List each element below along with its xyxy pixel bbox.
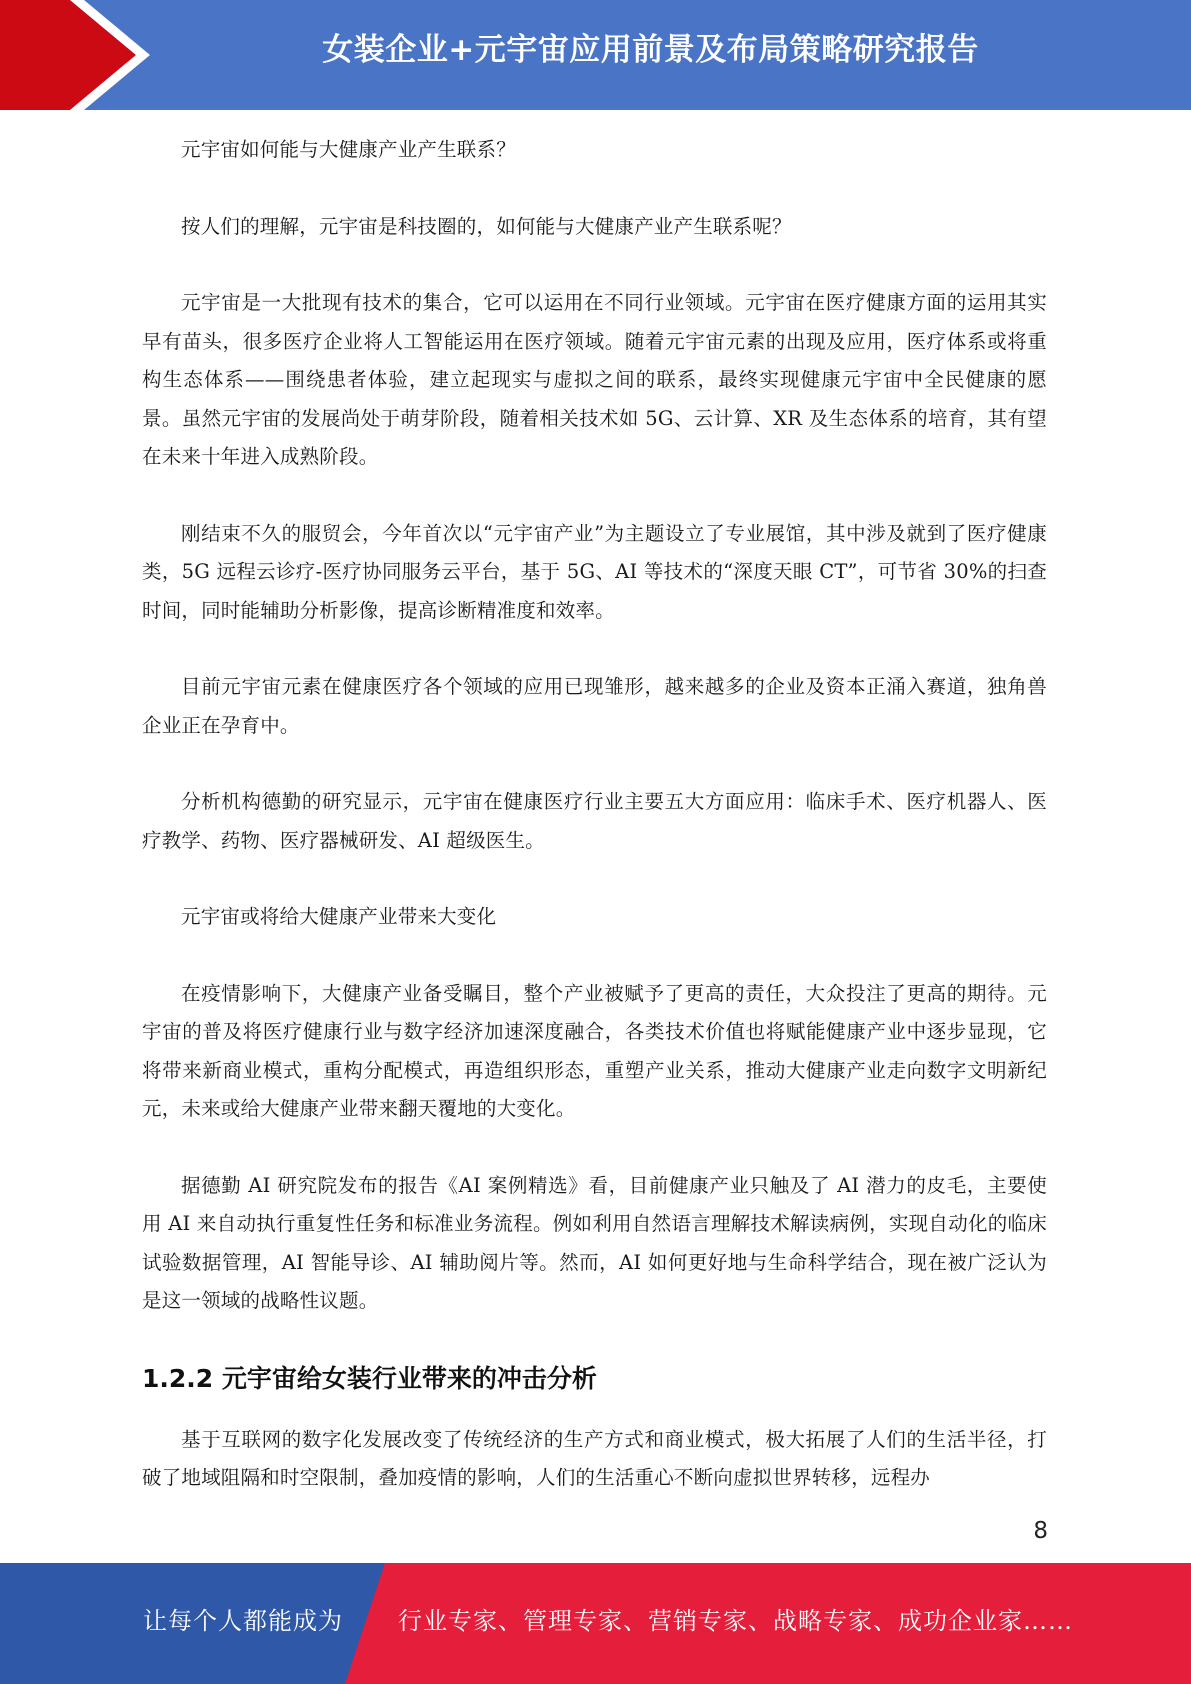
paragraph: 据德勤 AI 研究院发布的报告《AI 案例精选》看，目前健康产业只触及了 AI 潜力的皮毛，主要使用 AI 来自动执行重复性任务和标准业务流程。例如利用自然语言理解技术解读病例，实现自动化的临床试验数据管理，AI 智能导诊、AI 辅助阅片等。然而，AI 如何更好地与生命科学结合，现在被广泛认为是这一领域的战略性议题。 [142, 1173, 1047, 1312]
report-title: 女装企业+元宇宙应用前景及布局策略研究报告 [322, 32, 979, 68]
document-body [142, 131, 1047, 1536]
footer-slogan: 让每个人都能成为 [143, 1607, 343, 1635]
paragraph: 元宇宙是一大批现有技术的集合，它可以运用在不同行业领域。元宇宙在医疗健康方面的运用其实早有苗头，很多医疗企业将人工智能运用在医疗领域。随着元宇宙元素的出现及应用，医疗体系或将重构生态体系——围绕患者体验，建立起现实与虚拟之间的联系，最终实现健康元宇宙中全民健康的愿景。虽然元宇宙的发展尚处于萌芽阶段，随着相关技术如 5G、云计算、XR 及生态体系的培育，其有望在未来十年进入成熟阶段。 [142, 291, 1047, 468]
paragraph: 基于互联网的数字化发展改变了传统经济的生产方式和商业模式，极大拓展了人们的生活半径，打破了地域阻隔和时空限制，叠加疫情的影响，人们的生活重心不断向虚拟世界转移，远程办 [142, 1427, 1047, 1489]
page-number: 8 [1033, 1518, 1048, 1544]
header-arrow-decoration [0, 0, 160, 110]
paragraph: 在疫情影响下，大健康产业备受瞩目，整个产业被赋予了更高的责任，大众投注了更高的期待。元宇宙的普及将医疗健康行业与数字经济加速深度融合，各类技术价值也将赋能健康产业中逐步显现，它将带来新商业模式，重构分配模式，再造组织形态，重塑产业关系，推动大健康产业走向数字文明新纪元，未来或给大健康产业带来翻天覆地的大变化。 [142, 981, 1047, 1120]
page-header [0, 0, 1191, 110]
paragraph: 元宇宙或将给大健康产业带来大变化 [181, 905, 497, 928]
paragraph: 目前元宇宙元素在健康医疗各个领域的应用已现雏形，越来越多的企业及资本正涌入赛道，独角兽企业正在孕育中。 [142, 675, 1047, 737]
paragraph: 元宇宙如何能与大健康产业产生联系？ [181, 138, 516, 161]
section-heading: 1.2.2 元宇宙给女装行业带来的冲击分析 [142, 1363, 597, 1393]
paragraph: 刚结束不久的服贸会，今年首次以“元宇宙产业”为主题设立了专业展馆，其中涉及就到了医疗健康类，5G 远程云诊疗-医疗协同服务云平台，基于 5G、AI 等技术的“深度天眼 CT”，可节省 30%的扫查时间，同时能辅助分析影像，提高诊断精准度和效率。 [142, 521, 1047, 622]
paragraph: 按人们的理解，元宇宙是科技圈的，如何能与大健康产业产生联系呢？ [181, 214, 792, 238]
page-footer [0, 1563, 1191, 1684]
paragraph: 分析机构德勤的研究显示，元宇宙在健康医疗行业主要五大方面应用：临床手术、医疗机器人、医疗教学、药物、医疗器械研发、AI 超级医生。 [142, 790, 1047, 852]
footer-expert-list: 行业专家、管理专家、营销专家、战略专家、成功企业家…… [398, 1607, 1073, 1635]
